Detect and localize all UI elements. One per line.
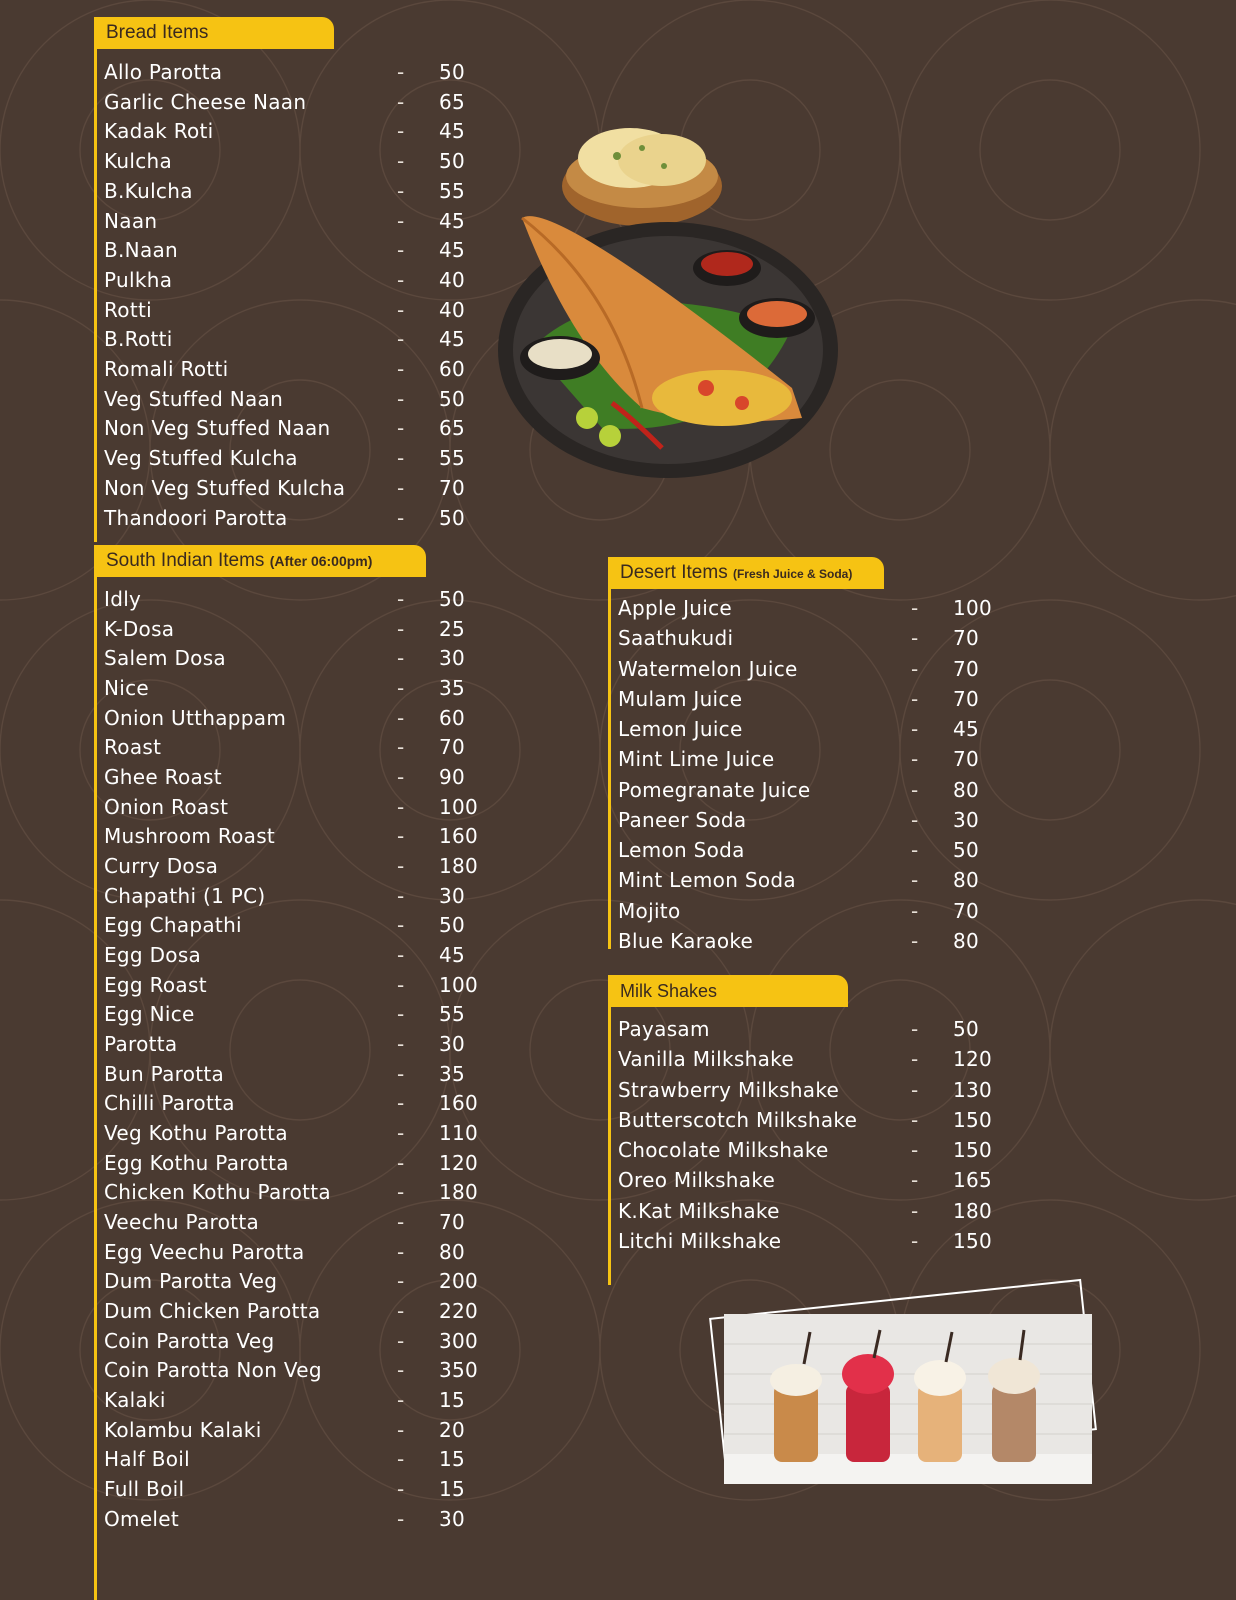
- menu-item-separator: -: [397, 416, 405, 441]
- menu-item-price: 180: [439, 854, 479, 879]
- menu-item-price: 50: [953, 838, 980, 863]
- menu-item-row: [94, 87, 514, 117]
- menu-item-separator: -: [397, 327, 405, 352]
- menu-item-separator: -: [397, 1061, 405, 1086]
- menu-item-price: 150: [953, 1138, 993, 1163]
- menu-item-row: [94, 235, 514, 265]
- menu-item-price: 160: [439, 1091, 479, 1116]
- menu-item-separator: -: [911, 596, 919, 620]
- menu-item-separator: -: [397, 386, 405, 411]
- menu-item-price: 30: [439, 1506, 466, 1531]
- menu-item-name: Kadak Roti: [104, 119, 214, 144]
- menu-item-price: 30: [953, 807, 980, 832]
- menu-item-separator: -: [397, 1358, 405, 1383]
- menu-item-separator: -: [911, 928, 919, 953]
- menu-item-price: 120: [953, 1047, 993, 1072]
- menu-item-price: 70: [439, 735, 466, 760]
- menu-item-row: [94, 1029, 514, 1059]
- menu-item-row: [94, 473, 514, 503]
- menu-item-name: Veg Stuffed Naan: [104, 386, 284, 411]
- menu-item-name: Half Boil: [104, 1447, 191, 1472]
- menu-item-name: Lemon Soda: [618, 838, 745, 863]
- menu-item-row: [94, 1059, 514, 1089]
- menu-item-price: 50: [439, 587, 466, 611]
- menu-item-separator: -: [397, 1032, 405, 1057]
- menu-item-row: [94, 792, 514, 822]
- menu-item-price: 110: [439, 1121, 479, 1146]
- menu-item-name: Egg Chapathi: [104, 913, 242, 938]
- menu-item-row: [608, 865, 1028, 895]
- menu-item-separator: -: [397, 824, 405, 849]
- menu-item-row: [94, 206, 514, 236]
- menu-item-separator: -: [397, 943, 405, 968]
- menu-item-price: 70: [953, 898, 980, 923]
- menu-item-separator: -: [911, 868, 919, 893]
- menu-item-separator: -: [397, 238, 405, 263]
- menu-item-price: 220: [439, 1299, 479, 1324]
- menu-item-price: 35: [439, 1061, 466, 1086]
- menu-item-price: 15: [439, 1447, 466, 1472]
- section-title: Desert Items: [620, 562, 728, 583]
- menu-item-name: Garlic Cheese Naan: [104, 89, 307, 114]
- menu-item-row: [94, 999, 514, 1029]
- menu-item-row: [94, 1326, 514, 1356]
- menu-item-name: Mint Lime Juice: [618, 747, 775, 772]
- menu-item-separator: -: [397, 1299, 405, 1324]
- menu-item-row: [608, 896, 1028, 926]
- menu-item-price: 55: [439, 446, 466, 471]
- menu-item-separator: -: [397, 913, 405, 938]
- menu-item-price: 50: [439, 505, 466, 530]
- menu-item-name: Dum Parotta Veg: [104, 1269, 278, 1294]
- menu-item-separator: -: [911, 1077, 919, 1102]
- menu-item-row: [94, 384, 514, 414]
- menu-item-price: 130: [953, 1077, 993, 1102]
- menu-item-separator: -: [397, 1150, 405, 1175]
- menu-item-price: 70: [439, 1210, 466, 1235]
- menu-item-price: 50: [439, 60, 466, 84]
- section-title: Milk Shakes: [620, 981, 718, 1001]
- menu-item-price: 20: [439, 1417, 466, 1442]
- menu-item-price: 80: [953, 777, 980, 802]
- menu-item-separator: -: [397, 1180, 405, 1205]
- menu-item-name: Egg Dosa: [104, 943, 202, 968]
- menu-item-price: 65: [439, 89, 466, 114]
- menu-item-name: Mojito: [618, 898, 681, 923]
- menu-item-price: 150: [953, 1228, 993, 1253]
- menu-item-name: Paneer Soda: [618, 807, 747, 832]
- menu-item-price: 50: [439, 913, 466, 938]
- menu-item-price: 35: [439, 676, 466, 700]
- menu-item-row: [94, 940, 514, 970]
- menu-item-row: [94, 1118, 514, 1148]
- menu-item-price: 300: [439, 1328, 479, 1353]
- menu-item-price: 45: [439, 327, 466, 352]
- menu-item-name: Lemon Juice: [618, 717, 743, 742]
- menu-item-name: Rotti: [104, 297, 152, 322]
- menu-item-price: 50: [439, 149, 466, 174]
- menu-item-separator: -: [397, 1388, 405, 1413]
- menu-item-row: [94, 413, 514, 443]
- menu-item-name: Kulcha: [104, 149, 173, 174]
- menu-item-row: [608, 1014, 1028, 1044]
- menu-item-price: 165: [953, 1168, 993, 1193]
- menu-item-name: Bun Parotta: [104, 1061, 225, 1086]
- menu-item-name: Thandoori Parotta: [104, 505, 288, 530]
- menu-item-name: Apple Juice: [618, 596, 733, 620]
- menu-item-row: [94, 295, 514, 325]
- section-header-bread: [94, 17, 334, 49]
- menu-item-price: 55: [439, 178, 466, 203]
- menu-item-row: [608, 714, 1028, 744]
- menu-item-price: 150: [953, 1107, 993, 1132]
- menu-item-row: [94, 1474, 514, 1504]
- menu-item-separator: -: [397, 1328, 405, 1353]
- menu-item-price: 120: [439, 1150, 479, 1175]
- menu-item-price: 30: [439, 646, 466, 671]
- section-header-south-indian: [94, 545, 426, 577]
- menu-item-name: Payasam: [618, 1017, 710, 1041]
- menu-item-name: Mushroom Roast: [104, 824, 276, 849]
- menu-item-name: Chilli Parotta: [104, 1091, 235, 1116]
- milk-shakes-section: [608, 975, 1028, 1285]
- menu-item-name: K-Dosa: [104, 616, 175, 641]
- menu-item-price: 60: [439, 357, 466, 381]
- menu-item-separator: -: [397, 794, 405, 819]
- menu-item-separator: -: [911, 838, 919, 863]
- menu-item-row: [608, 1075, 1028, 1105]
- menu-item-separator: -: [397, 854, 405, 879]
- menu-item-separator: -: [911, 807, 919, 832]
- menu-item-price: 50: [953, 1017, 980, 1041]
- menu-item-name: Romali Rotti: [104, 357, 229, 381]
- menu-item-price: 80: [953, 928, 980, 953]
- menu-item-name: Allo Parotta: [104, 60, 223, 84]
- menu-item-separator: -: [397, 1447, 405, 1472]
- menu-item-row: [94, 443, 514, 473]
- menu-item-name: K.Kat Milkshake: [618, 1198, 780, 1223]
- menu-item-separator: -: [397, 646, 405, 671]
- menu-item-price: 45: [953, 717, 980, 742]
- menu-item-row: [608, 1165, 1028, 1195]
- section-subtitle: (After 06:00pm): [269, 553, 373, 569]
- menu-item-row: [608, 1105, 1028, 1135]
- menu-item-separator: -: [911, 656, 919, 681]
- menu-item-price: 180: [439, 1180, 479, 1205]
- menu-item-price: 50: [439, 386, 466, 411]
- menu-item-price: 70: [439, 475, 466, 500]
- menu-item-row: [94, 1385, 514, 1415]
- menu-item-separator: -: [397, 883, 405, 908]
- menu-item-name: Roast: [104, 735, 162, 760]
- menu-item-name: Full Boil: [104, 1477, 185, 1502]
- menu-item-separator: -: [911, 626, 919, 651]
- menu-item-name: Ghee Roast: [104, 765, 222, 790]
- menu-item-separator: -: [911, 1168, 919, 1193]
- menu-item-price: 70: [953, 747, 980, 772]
- menu-item-name: Coin Parotta Veg: [104, 1328, 275, 1353]
- menu-item-separator: -: [397, 972, 405, 997]
- menu-item-name: B.Rotti: [104, 327, 173, 352]
- menu-item-name: Blue Karaoke: [618, 928, 754, 953]
- menu-item-name: Litchi Milkshake: [618, 1228, 782, 1253]
- menu-item-row: [94, 1355, 514, 1385]
- menu-item-name: Parotta: [104, 1032, 178, 1057]
- menu-item-price: 70: [953, 686, 980, 711]
- menu-item-row: [94, 1148, 514, 1178]
- menu-item-name: Pomegranate Juice: [618, 777, 811, 802]
- menu-item-separator: -: [397, 1269, 405, 1294]
- menu-item-separator: -: [397, 765, 405, 790]
- menu-item-separator: -: [397, 1239, 405, 1264]
- menu-item-price: 90: [439, 765, 466, 790]
- menu-item-name: Onion Roast: [104, 794, 229, 819]
- menu-item-name: B.Kulcha: [104, 178, 193, 203]
- menu-item-price: 180: [953, 1198, 993, 1223]
- menu-item-separator: -: [911, 1017, 919, 1041]
- menu-item-name: Vanilla Milkshake: [618, 1047, 794, 1072]
- menu-item-name: Egg Veechu Parotta: [104, 1239, 305, 1264]
- menu-item-separator: -: [911, 747, 919, 772]
- menu-item-row: [94, 503, 514, 533]
- menu-item-price: 55: [439, 1002, 466, 1027]
- menu-item-row: [94, 851, 514, 881]
- menu-item-separator: -: [397, 676, 405, 700]
- menu-item-separator: -: [397, 446, 405, 471]
- menu-item-row: [94, 643, 514, 673]
- menu-item-price: 25: [439, 616, 466, 641]
- menu-item-separator: -: [397, 1002, 405, 1027]
- menu-item-name: Kalaki: [104, 1388, 166, 1413]
- menu-item-name: Mulam Juice: [618, 686, 743, 711]
- menu-item-separator: -: [397, 1210, 405, 1235]
- menu-item-price: 160: [439, 824, 479, 849]
- menu-item-row: [94, 970, 514, 1000]
- menu-item-separator: -: [911, 1228, 919, 1253]
- menu-item-name: Naan: [104, 208, 158, 233]
- menu-item-name: Veechu Parotta: [104, 1210, 260, 1235]
- menu-item-price: 40: [439, 297, 466, 322]
- menu-item-price: 30: [439, 883, 466, 908]
- menu-item-separator: -: [397, 149, 405, 174]
- menu-item-row: [608, 654, 1028, 684]
- menu-item-row: [94, 881, 514, 911]
- menu-item-row: [608, 623, 1028, 653]
- menu-item-row: [94, 821, 514, 851]
- menu-item-row: [94, 265, 514, 295]
- menu-item-price: 100: [439, 972, 479, 997]
- milkshake-image: [724, 1314, 1092, 1484]
- menu-item-price: 45: [439, 208, 466, 233]
- menu-item-separator: -: [911, 1107, 919, 1132]
- menu-item-row: [94, 762, 514, 792]
- menu-item-separator: -: [397, 357, 405, 381]
- menu-item-row: [94, 614, 514, 644]
- menu-item-separator: -: [397, 208, 405, 233]
- menu-item-name: Butterscotch Milkshake: [618, 1107, 858, 1132]
- menu-item-separator: -: [911, 777, 919, 802]
- menu-item-separator: -: [397, 178, 405, 203]
- menu-item-name: Egg Kothu Parotta: [104, 1150, 289, 1175]
- menu-item-row: [94, 324, 514, 354]
- menu-item-separator: -: [397, 475, 405, 500]
- menu-item-price: 200: [439, 1269, 479, 1294]
- menu-item-name: Saathukudi: [618, 626, 734, 651]
- menu-item-price: 40: [439, 267, 466, 292]
- menu-item-name: Chicken Kothu Parotta: [104, 1180, 331, 1205]
- menu-item-separator: -: [911, 686, 919, 711]
- menu-item-row: [608, 1135, 1028, 1165]
- dosa-plate-image: [492, 118, 838, 488]
- menu-item-row: [94, 910, 514, 940]
- menu-item-row: [94, 584, 514, 614]
- section-title: South Indian Items: [106, 550, 265, 571]
- menu-item-separator: -: [397, 735, 405, 760]
- menu-item-price: 45: [439, 119, 466, 144]
- menu-item-name: Veg Stuffed Kulcha: [104, 446, 298, 471]
- menu-item-name: Kolambu Kalaki: [104, 1417, 262, 1442]
- menu-item-name: Coin Parotta Non Veg: [104, 1358, 322, 1383]
- menu-item-separator: -: [397, 587, 405, 611]
- menu-item-row: [94, 1177, 514, 1207]
- menu-item-name: Onion Utthappam: [104, 705, 287, 730]
- menu-item-separator: -: [397, 705, 405, 730]
- menu-item-row: [608, 926, 1028, 956]
- menu-item-price: 15: [439, 1477, 466, 1502]
- menu-item-separator: -: [397, 60, 405, 84]
- menu-item-price: 60: [439, 705, 466, 730]
- menu-item-row: [94, 1207, 514, 1237]
- menu-item-price: 80: [953, 868, 980, 893]
- menu-item-row: [94, 57, 514, 87]
- menu-item-row: [608, 1226, 1028, 1256]
- menu-item-name: Veg Kothu Parotta: [104, 1121, 288, 1146]
- menu-item-name: Non Veg Stuffed Naan: [104, 416, 331, 441]
- menu-item-separator: -: [397, 1121, 405, 1146]
- menu-item-row: [94, 1415, 514, 1445]
- menu-item-price: 15: [439, 1388, 466, 1413]
- menu-item-price: 70: [953, 656, 980, 681]
- menu-item-row: [94, 732, 514, 762]
- menu-item-row: [608, 775, 1028, 805]
- menu-item-name: Watermelon Juice: [618, 656, 798, 681]
- menu-item-separator: -: [911, 1138, 919, 1163]
- menu-item-separator: -: [397, 616, 405, 641]
- menu-item-separator: -: [911, 1198, 919, 1223]
- menu-item-row: [94, 176, 514, 206]
- menu-item-name: Non Veg Stuffed Kulcha: [104, 475, 346, 500]
- menu-item-row: [608, 1044, 1028, 1074]
- menu-item-row: [608, 835, 1028, 865]
- section-title: Bread Items: [106, 22, 209, 43]
- menu-item-separator: -: [397, 119, 405, 144]
- menu-item-price: 100: [439, 794, 479, 819]
- desert-items-section: [608, 557, 1028, 953]
- menu-item-separator: -: [397, 1506, 405, 1531]
- menu-item-name: Omelet: [104, 1506, 180, 1531]
- menu-item-name: Chapathi (1 PC): [104, 883, 266, 908]
- menu-item-price: 65: [439, 416, 466, 441]
- menu-item-separator: -: [911, 717, 919, 742]
- menu-item-name: Egg Nice: [104, 1002, 195, 1027]
- section-header-desert: [608, 557, 884, 589]
- menu-item-separator: -: [911, 898, 919, 923]
- menu-item-price: 100: [953, 596, 993, 620]
- menu-item-separator: -: [397, 267, 405, 292]
- menu-item-name: Chocolate Milkshake: [618, 1138, 829, 1163]
- menu-item-row: [94, 1088, 514, 1118]
- menu-item-name: Nice: [104, 676, 150, 700]
- section-subtitle: (Fresh Juice & Soda): [732, 567, 853, 581]
- menu-item-price: 350: [439, 1358, 479, 1383]
- menu-item-row: [94, 1444, 514, 1474]
- menu-item-price: 45: [439, 943, 466, 968]
- menu-item-row: [94, 703, 514, 733]
- section-header-milk-shakes: [608, 975, 848, 1007]
- bread-items-section: [94, 17, 514, 542]
- menu-item-name: Egg Roast: [104, 972, 207, 997]
- menu-item-separator: -: [397, 1477, 405, 1502]
- menu-item-row: [608, 593, 1028, 623]
- menu-item-row: [94, 1266, 514, 1296]
- menu-item-row: [94, 1296, 514, 1326]
- menu-item-price: 30: [439, 1032, 466, 1057]
- menu-item-row: [94, 116, 514, 146]
- menu-item-name: Curry Dosa: [104, 854, 219, 879]
- menu-item-row: [94, 673, 514, 703]
- menu-item-row: [608, 744, 1028, 774]
- menu-item-name: Oreo Milkshake: [618, 1168, 776, 1193]
- menu-item-row: [608, 684, 1028, 714]
- menu-item-name: Salem Dosa: [104, 646, 226, 671]
- menu-item-row: [94, 1237, 514, 1267]
- menu-item-price: 70: [953, 626, 980, 651]
- menu-item-row: [94, 146, 514, 176]
- menu-item-separator: -: [397, 1417, 405, 1442]
- menu-item-name: Idly: [104, 587, 142, 611]
- menu-item-name: B.Naan: [104, 238, 179, 263]
- menu-item-name: Dum Chicken Parotta: [104, 1299, 321, 1324]
- menu-item-price: 80: [439, 1239, 466, 1264]
- menu-item-row: [94, 1504, 514, 1534]
- menu-item-name: Mint Lemon Soda: [618, 868, 796, 893]
- menu-item-separator: -: [397, 297, 405, 322]
- menu-item-separator: -: [911, 1047, 919, 1072]
- menu-item-separator: -: [397, 505, 405, 530]
- menu-item-separator: -: [397, 1091, 405, 1116]
- menu-item-name: Pulkha: [104, 267, 173, 292]
- menu-item-name: Strawberry Milkshake: [618, 1077, 840, 1102]
- menu-item-row: [608, 805, 1028, 835]
- menu-item-row: [94, 354, 514, 384]
- menu-item-separator: -: [397, 89, 405, 114]
- menu-item-row: [608, 1196, 1028, 1226]
- south-indian-items-section: [94, 545, 514, 1600]
- menu-item-price: 45: [439, 238, 466, 263]
